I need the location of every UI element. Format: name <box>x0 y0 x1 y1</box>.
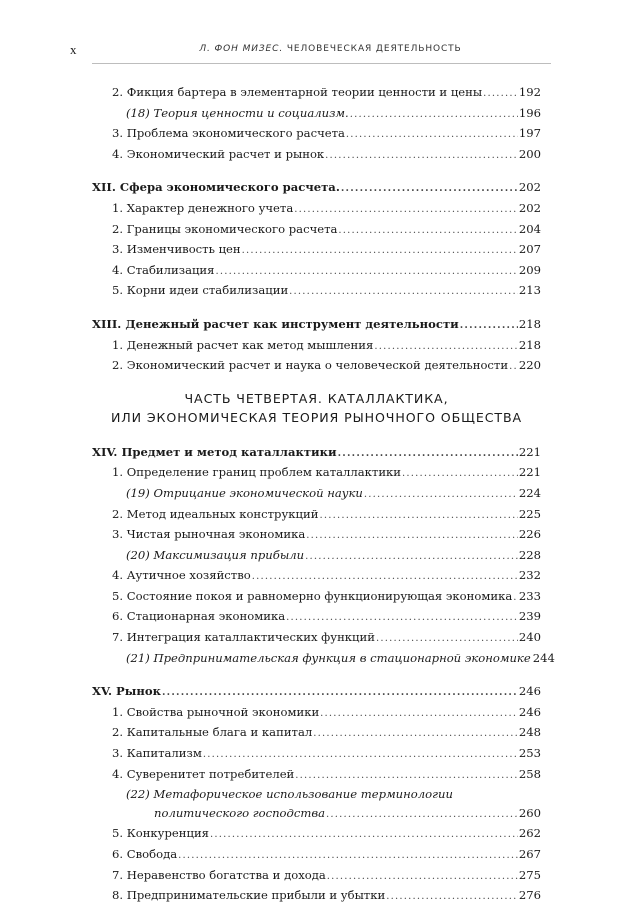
toc-entry-title: XIV. Предмет и метод каталлактики <box>92 444 337 459</box>
toc-entry-title: 1. Определение границ проблем каталлактики <box>112 465 402 480</box>
toc-entry <box>92 845 541 866</box>
toc-page-number: 246 <box>518 684 541 699</box>
toc-entry-title: 4. Экономический расчет и рынок <box>112 146 325 161</box>
toc-page-number: 221 <box>518 465 541 480</box>
toc-entry <box>92 463 541 484</box>
dot-leader <box>509 358 518 377</box>
dot-leader <box>350 106 518 125</box>
toc-entry <box>92 220 541 241</box>
toc-entry-title: 7. Неравенство богатства и дохода <box>112 867 326 882</box>
toc-entry-title: 3. Капитализм <box>112 746 202 761</box>
dot-leader <box>374 338 518 357</box>
toc-entry-title: 4. Стабилизация <box>112 262 215 277</box>
dot-leader <box>305 548 518 567</box>
dot-leader <box>162 684 518 703</box>
toc-entry <box>92 525 541 546</box>
toc-page-number: 253 <box>518 746 541 761</box>
toc-entry <box>92 824 541 845</box>
toc-entry <box>92 804 541 825</box>
toc-page-number: 276 <box>518 888 541 903</box>
toc-page-number: 202 <box>518 180 541 195</box>
toc-entry <box>92 104 541 125</box>
dot-leader <box>386 888 518 907</box>
dot-leader <box>306 527 518 546</box>
running-head <box>110 44 551 54</box>
page-number: x <box>70 42 77 57</box>
toc-page-number: 260 <box>518 805 541 820</box>
part-title-line-1: ЧАСТЬ ЧЕТВЕРТАЯ. КАТАЛЛАКТИКА, <box>184 390 449 406</box>
toc-entry-title: 8. Предпринимательские прибыли и убытки <box>112 888 386 903</box>
toc-entry-title: 6. Свобода <box>112 847 178 861</box>
toc-page-number: 225 <box>518 506 541 521</box>
toc-entry-title: 7. Интеграция каталлактических функций <box>112 630 375 645</box>
toc-entry-title: политического господства <box>154 805 326 820</box>
dot-leader <box>327 868 518 887</box>
running-head-title: ЧЕЛОВЕЧЕСКАЯ ДЕЯТЕЛЬНОСТЬ <box>286 44 462 54</box>
toc-page-number: 248 <box>518 725 541 740</box>
toc-entry <box>92 336 541 357</box>
toc-page-number: 221 <box>518 444 541 459</box>
dot-leader <box>341 180 518 199</box>
dot-leader <box>295 767 518 786</box>
part-title <box>92 389 541 427</box>
toc-group <box>92 315 541 377</box>
dot-leader <box>483 85 518 104</box>
toc-page-number: 244 <box>532 650 555 665</box>
toc-entry-title: 2. Фикция бартера в элементарной теории ценности и цены <box>112 85 483 99</box>
dot-leader <box>289 283 518 302</box>
toc-page-number: 197 <box>518 126 541 141</box>
running-header <box>70 42 551 58</box>
toc-page-number: 226 <box>518 527 541 542</box>
toc-page-number: 246 <box>518 704 541 719</box>
toc-entry <box>92 281 541 302</box>
toc-entry-title: XV. Рынок <box>92 684 161 699</box>
toc-group <box>92 443 555 670</box>
toc-entry-title: 4. Аутичное хозяйство <box>112 568 251 583</box>
dot-leader <box>203 746 518 765</box>
toc-entry <box>92 505 541 526</box>
toc-entry-title: 3. Чистая рыночная экономика <box>112 527 306 542</box>
toc-entry-title: 5. Корни идеи стабилизации <box>112 283 289 298</box>
toc-entry-title: 2. Экономический расчет и наука о человеческой деятельности <box>112 358 509 373</box>
toc-entry-title: (22) Метафорическое использование терминологии <box>126 787 453 802</box>
toc-entry-title: 5. Состояние покоя и равномерно функционирующая экономика <box>112 588 513 603</box>
toc-entry <box>92 124 541 145</box>
toc-chapter-entry <box>92 315 541 336</box>
dot-leader <box>313 725 518 744</box>
toc-entry-title: 2. Капитальные блага и капитал <box>112 725 313 740</box>
toc-section-part4 <box>92 443 555 907</box>
dot-leader <box>294 201 518 220</box>
dot-leader <box>210 826 518 845</box>
toc-group <box>92 83 541 165</box>
toc-page-number: 204 <box>518 221 541 236</box>
toc-entry-title: 3. Изменчивость цен <box>112 242 241 257</box>
toc-entry-title: 4. Суверенитет потребителей <box>112 766 295 781</box>
toc-page-number: 228 <box>518 547 541 562</box>
toc-entry <box>92 484 541 505</box>
toc-entry <box>92 261 541 282</box>
toc-page-number: 192 <box>518 85 541 99</box>
dot-leader <box>325 147 518 166</box>
toc-entry-title: 1. Характер денежного учета <box>112 200 294 215</box>
toc-entry-title: (19) Отрицание экономической науки <box>126 485 363 500</box>
toc-entry-title: (20) Максимизация прибыли <box>126 547 305 562</box>
toc-entry-title: 1. Денежный расчет как метод мышления <box>112 337 374 352</box>
header-rule <box>92 63 551 64</box>
toc-entry <box>92 703 541 724</box>
dot-leader <box>402 465 518 484</box>
toc-page-number: 200 <box>518 146 541 161</box>
toc-chapter-entry <box>92 443 541 464</box>
toc-entry <box>92 356 541 377</box>
toc-page-number: 202 <box>518 200 541 215</box>
toc-group <box>92 682 541 907</box>
toc-entry <box>92 145 541 166</box>
dot-leader <box>376 630 518 649</box>
group-gap <box>92 165 541 178</box>
toc-page-number: 218 <box>518 316 541 331</box>
toc-page-number: 233 <box>518 588 541 603</box>
dot-leader <box>320 705 518 724</box>
dot-leader <box>319 507 517 526</box>
dot-leader <box>242 242 518 261</box>
toc-entry-title: 3. Проблема экономического расчета <box>112 126 345 141</box>
group-gap <box>92 669 541 682</box>
toc-page-number: 239 <box>518 609 541 624</box>
toc-page-number: 213 <box>518 283 541 298</box>
toc-entry-title: 1. Свойства рыночной экономики <box>112 704 320 719</box>
part-title-line-2: ИЛИ ЭКОНОМИЧЕСКАЯ ТЕОРИЯ РЫНОЧНОГО ОБЩЕСТВА <box>110 409 523 425</box>
toc-entry <box>92 607 541 628</box>
toc-entry <box>92 765 541 786</box>
dot-leader <box>460 317 518 336</box>
toc-entry <box>92 785 541 804</box>
toc-page-number: 224 <box>518 485 541 500</box>
toc-entry <box>92 199 541 220</box>
toc-page-number: 209 <box>518 262 541 277</box>
toc-section-part3 <box>92 83 541 377</box>
dot-leader <box>338 222 517 241</box>
toc-page-number: 220 <box>518 358 541 373</box>
toc-entry <box>92 83 541 104</box>
running-head-author: Л. ФОН МИЗЕС. <box>199 44 284 54</box>
toc-entry-title: XII. Сфера экономического расчета. <box>92 180 340 195</box>
toc-entry <box>92 546 541 567</box>
toc-entry <box>92 240 541 261</box>
dot-leader <box>513 589 518 608</box>
toc-entry-title: (18) Теория ценности и социализм. <box>126 105 349 120</box>
toc-entry <box>92 587 541 608</box>
toc-page-number: 240 <box>518 630 541 645</box>
toc-page-number: 267 <box>518 847 541 861</box>
toc-entry-title: (21) Предпринимательская функция в стационарной экономике <box>126 650 531 665</box>
table-of-contents <box>92 83 555 907</box>
dot-leader <box>346 126 518 145</box>
toc-chapter-entry <box>92 682 541 703</box>
toc-entry-title: 5. Конкуренция <box>112 826 210 841</box>
group-gap <box>92 302 541 315</box>
toc-entry-title: 2. Границы экономического расчета <box>112 221 338 236</box>
toc-entry-title: 2. Метод идеальных конструкций <box>112 506 319 521</box>
dot-leader <box>215 263 517 282</box>
dot-leader <box>178 847 518 866</box>
dot-leader <box>364 486 518 505</box>
toc-page-number: 218 <box>518 337 541 352</box>
toc-chapter-entry <box>92 178 541 199</box>
dot-leader <box>252 568 518 587</box>
toc-entry-title: 6. Стационарная экономика <box>112 609 286 624</box>
toc-entry <box>92 628 541 649</box>
toc-group <box>92 178 541 302</box>
toc-entry <box>92 649 555 670</box>
toc-entry <box>92 566 541 587</box>
dot-leader <box>326 806 518 825</box>
dot-leader <box>286 609 518 628</box>
toc-page-number: 275 <box>518 867 541 882</box>
toc-entry <box>92 886 541 907</box>
toc-entry <box>92 866 541 887</box>
dot-leader <box>338 445 518 464</box>
toc-entry-title: XIII. Денежный расчет как инструмент деятельности <box>92 316 459 331</box>
toc-page-number: 258 <box>518 766 541 781</box>
toc-entry <box>92 744 541 765</box>
toc-page-number: 262 <box>518 826 541 841</box>
toc-entry <box>92 723 541 744</box>
toc-page-number: 196 <box>518 105 541 120</box>
toc-page-number: 232 <box>518 568 541 583</box>
toc-page-number: 207 <box>518 242 541 257</box>
